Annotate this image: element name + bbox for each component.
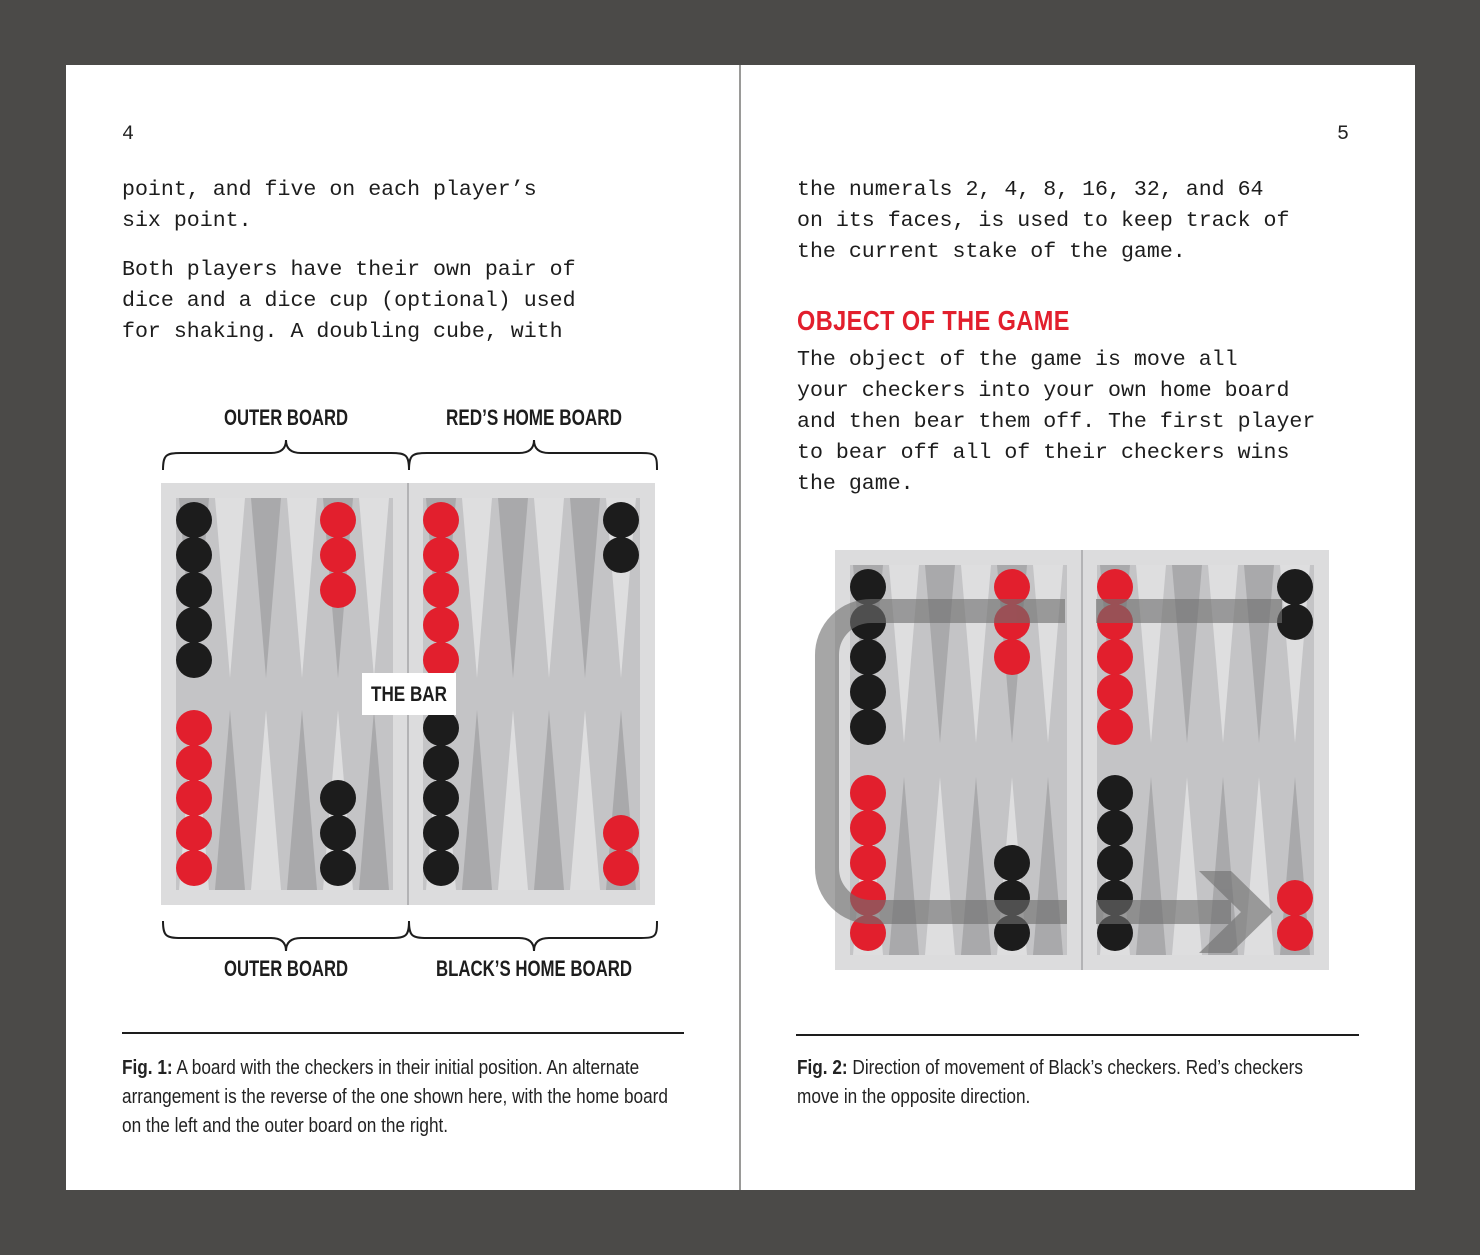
page-number-right: 5 [1337, 123, 1350, 146]
red-checker [176, 780, 212, 816]
red-checker [176, 850, 212, 886]
black-checker [1097, 775, 1133, 811]
black-checker [423, 780, 459, 816]
black-checker [1277, 569, 1313, 605]
black-checker [423, 815, 459, 851]
red-checker [423, 642, 459, 678]
red-checker [850, 775, 886, 811]
red-checker [423, 572, 459, 608]
black-checker [320, 815, 356, 851]
red-checker [1097, 709, 1133, 745]
black-checker [320, 780, 356, 816]
black-checker [176, 607, 212, 643]
label-bottom-outer-board: OUTER BOARD [224, 956, 348, 981]
red-checker [1097, 639, 1133, 675]
caption-text: Direction of movement of Black’s checkers. Red’s checkers move in the opposite direction. [797, 1057, 1304, 1108]
black-checker [176, 537, 212, 573]
figure-1-caption [122, 1054, 672, 1141]
left-page [66, 65, 739, 1190]
red-checker [176, 710, 212, 746]
black-checker [423, 850, 459, 886]
label-reds-home-board: RED’S HOME BOARD [446, 405, 622, 430]
red-checker [176, 815, 212, 851]
caption-text: A board with the checkers in their initial position. An alternate arrangement is the reverse of the one shown here, with the home board on the left and the outer board on the right. [122, 1057, 668, 1137]
brace-top-left [163, 440, 409, 470]
red-checker [1277, 880, 1313, 916]
black-checker [176, 502, 212, 538]
brace-bottom-left [163, 921, 409, 951]
red-checker [423, 607, 459, 643]
red-checker [850, 810, 886, 846]
black-checker [1097, 845, 1133, 881]
right-paragraph-2: The object of the game is move all your checkers into your own home board and then bear them off. The first player to bear off all of their checkers wins the game. [797, 348, 1316, 496]
red-checker [850, 845, 886, 881]
brace-bottom-right [409, 921, 657, 951]
red-checker [320, 502, 356, 538]
red-checker [423, 502, 459, 538]
black-checker [1277, 604, 1313, 640]
figure-1-rule [122, 1032, 684, 1034]
red-checker [603, 815, 639, 851]
section-heading: OBJECT OF THE GAME [797, 305, 1070, 336]
brace-top-right [409, 440, 657, 470]
left-paragraph-1: point, and five on each player’s six point. [122, 178, 537, 233]
black-checker [1097, 810, 1133, 846]
black-checker [850, 709, 886, 745]
red-checker [176, 745, 212, 781]
red-checker [1277, 915, 1313, 951]
black-checker [603, 537, 639, 573]
figure-1-backgammon-board [66, 65, 739, 1190]
black-checker [850, 639, 886, 675]
caption-label: Fig. 2: [797, 1057, 848, 1079]
red-checker [320, 572, 356, 608]
red-checker [320, 537, 356, 573]
bar-label-box [362, 673, 456, 715]
left-paragraph-2: Both players have their own pair of dice and a dice cup (optional) used for shaking. A doubling cube, with [122, 258, 576, 344]
black-checker [994, 845, 1030, 881]
red-checker [423, 537, 459, 573]
black-checker [850, 674, 886, 710]
black-checker [603, 502, 639, 538]
page-number-left: 4 [122, 123, 135, 146]
right-paragraph-1: the numerals 2, 4, 8, 16, 32, and 64 on its faces, is used to keep track of the current stake of the game. [797, 178, 1290, 264]
red-checker [994, 639, 1030, 675]
bar-label: THE BAR [371, 683, 447, 706]
caption-label: Fig. 1: [122, 1057, 173, 1079]
red-checker [1097, 674, 1133, 710]
label-blacks-home-board: BLACK’S HOME BOARD [436, 956, 632, 981]
black-checker [176, 642, 212, 678]
figure-2-rule [796, 1034, 1359, 1036]
red-checker [603, 850, 639, 886]
figure-2-caption [797, 1054, 1347, 1112]
black-checker [423, 710, 459, 746]
black-checker [176, 572, 212, 608]
figure-2-movement-diagram [741, 65, 1415, 1190]
black-checker [320, 850, 356, 886]
black-checker [423, 745, 459, 781]
label-top-outer-board: OUTER BOARD [224, 405, 348, 430]
right-page [741, 65, 1415, 1190]
